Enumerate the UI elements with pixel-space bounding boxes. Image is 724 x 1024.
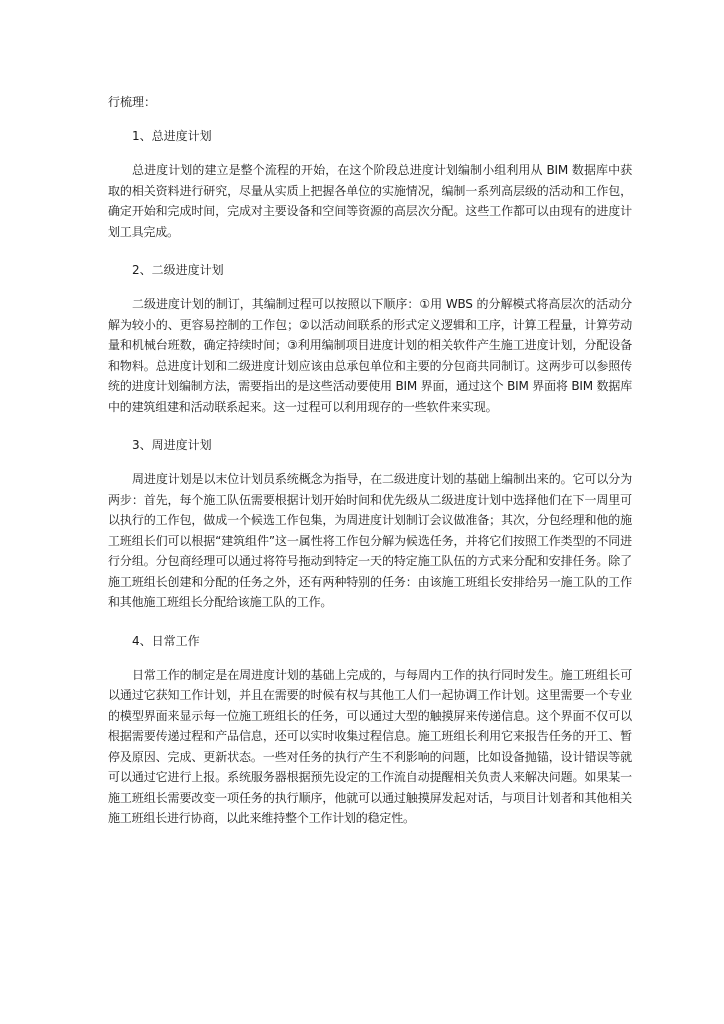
document-page — [108, 92, 632, 847]
section-weekly-schedule — [108, 435, 632, 613]
section-paragraph: 周进度计划是以末位计划员系统概念为指导，在二级进度计划的基础上编制出来的。它可以分为两步：首先，每个施工队伍需要根据计划开始时间和优先级从二级进度计划中选择他们在下一周里可以执行的工作包，做成一个候选工作包集，为周进度计划制订会议做准备；其次，分包经理和他的施工班组长们可以根据“建筑组件”这一属性将工作包分解为候选任务，并将它们按照工作类型的不同进行分组。分包商经理可以通过将符号拖动到特定一天的特定施工队伍的方式来分配和安排任务。除了施工班组长创建和分配的任务之外，还有两种特别的任务：由该施工班组长安排给另一施工队的工作和其他施工班组长分配给该施工队的工作。 — [108, 472, 632, 609]
section-paragraph: 日常工作的制定是在周进度计划的基础上完成的，与每周内工作的执行同时发生。施工班组长可以通过它获知工作计划，并且在需要的时候有权与其他工人们一起协调工作计划。这里需要一个专业的模型界面来显示每一位施工班组长的任务，可以通过大型的触摸屏来传递信息。这个界面不仅可以根据需要传递过程和产品信息，还可以实时收集过程信息。施工班组长利用它来报告任务的开工、暂停及原因、完成、更新状态。一些对任务的执行产生不利影响的问题，比如设备抛锚，设计错误等就可以通过它进行上报。系统服务器根据预先设定的工作流自动提醒相关负责人来解决问题。如果某一施工班组长需要改变一项任务的执行顺序，他就可以通过触摸屏发起对话，与项目计划者和其他相关施工班组长进行协商，以此来维持整个工作计划的稳定性。 — [108, 667, 632, 825]
section-paragraph: 总进度计划的建立是整个流程的开始，在这个阶段总进度计划编制小组利用从 BIM 数据库中获取的相关资料进行研究，尽量从实质上把握各单位的实施情况，编制一系列高层级的活动和工作包，确定开始和完成时间，完成对主要设备和空间等资源的高层次分配。这些工作都可以由现有的进度计划工具完成。 — [108, 163, 632, 239]
section-heading: 4、日常工作 — [132, 633, 200, 648]
section-heading: 3、周进度计划 — [132, 438, 212, 452]
intro-text: 行梳理： — [108, 95, 157, 109]
section-heading: 1、总进度计划 — [132, 129, 212, 143]
section-paragraph: 二级进度计划的制订，其编制过程可以按照以下顺序：①用 WBS 的分解模式将高层次的活动分解为较小的、更容易控制的工作包；②以活动间联系的形式定义逻辑和工序，计算工程量，计算劳动量和机械台班数，确定持续时间；③利用编制项目进度计划的相关软件产生施工进度计划，分配设备和物料。总进度计划和二级进度计划应该由总承包单位和主要的分包商共同制订。这两步可以参照传统的进度计划编制方法，需要指出的是这些活动要使用 BIM 界面，通过这个 BIM 界面将 BIM 数据库中的建筑组建和活动联系起来。这一过程可以利用现存的一些软件来实现。 — [108, 297, 632, 414]
section-master-schedule — [108, 126, 632, 242]
section-daily-work — [108, 631, 632, 829]
section-heading: 2、二级进度计划 — [132, 263, 224, 277]
section-secondary-schedule — [108, 260, 632, 417]
